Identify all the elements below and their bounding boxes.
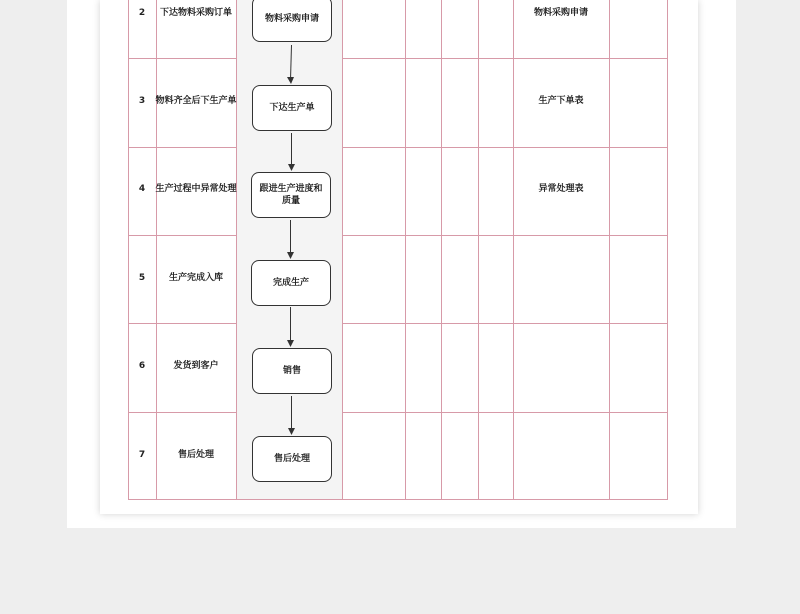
- step-label: 生产过程中异常处理: [155, 184, 237, 194]
- step-label: 发货到客户: [173, 361, 219, 371]
- document-label: 异常处理表: [538, 184, 584, 194]
- flow-box: [252, 436, 332, 482]
- row-number: 6: [138, 361, 146, 371]
- flow-box-label: 物料采购申请: [264, 14, 319, 24]
- row-number: 7: [138, 450, 146, 460]
- row-number: 4: [138, 184, 146, 194]
- flow-box-label: 完成生产: [272, 278, 309, 288]
- flow-box-label: 下达生产单: [269, 103, 315, 113]
- row-number: 5: [138, 273, 146, 283]
- step-label: 售后处理: [177, 450, 215, 460]
- flow-box: [251, 260, 331, 306]
- step-label: 下达物料采购订单: [159, 8, 233, 18]
- step-label: 生产完成入库: [168, 273, 224, 283]
- flow-box-label: 销售: [282, 366, 301, 376]
- flow-box: [252, 348, 332, 394]
- flow-box: [252, 85, 332, 131]
- row-number: 3: [138, 96, 146, 106]
- step-label: 物料齐全后下生产单: [155, 96, 237, 106]
- flow-box: [251, 172, 331, 218]
- document-label: 生产下单表: [538, 96, 584, 106]
- row-number: 2: [138, 8, 146, 18]
- document-label: 物料采购申请: [533, 8, 589, 18]
- flow-box-label: 跟进生产进度和质量: [259, 184, 323, 206]
- flow-box-label: 售后处理: [273, 454, 310, 464]
- flow-box: [252, 0, 332, 42]
